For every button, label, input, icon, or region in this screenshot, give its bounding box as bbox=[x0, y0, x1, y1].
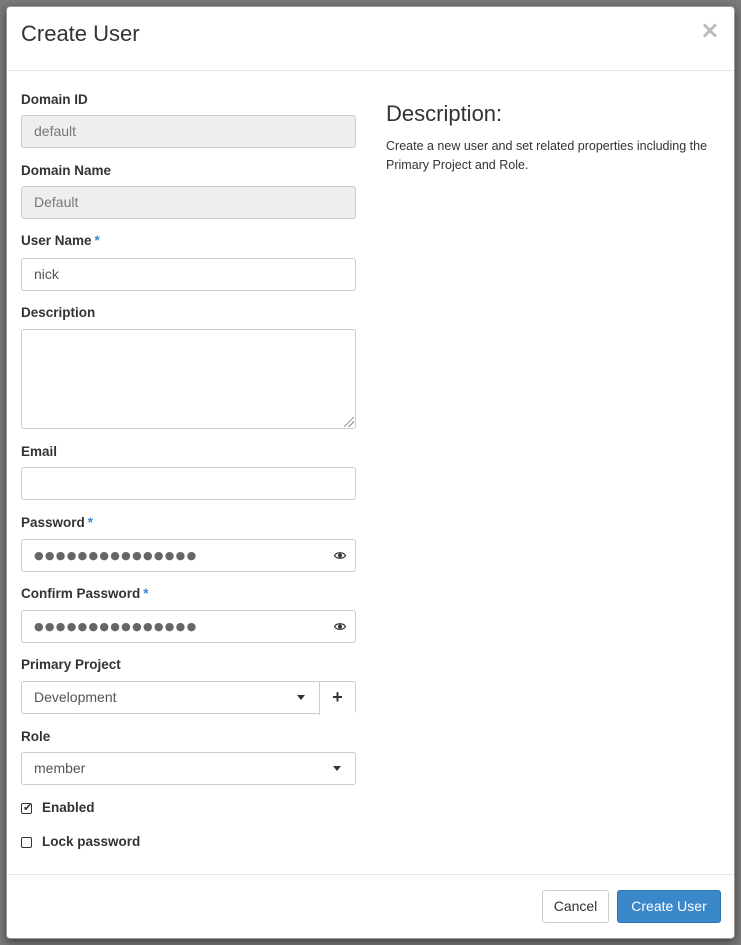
confirm-password-masked-value: ●●●●●●●●●●●●●●● bbox=[34, 620, 198, 633]
modal-header bbox=[7, 7, 734, 71]
role-value: member bbox=[34, 760, 86, 776]
enabled-label: Enabled bbox=[42, 800, 95, 815]
enabled-checkbox[interactable] bbox=[21, 803, 32, 814]
password-masked-value: ●●●●●●●●●●●●●●● bbox=[34, 549, 198, 562]
modal-footer bbox=[7, 874, 734, 938]
cancel-button[interactable]: Cancel bbox=[542, 890, 609, 923]
domain-id-field bbox=[21, 115, 356, 148]
domain-name-label-text: Domain Name bbox=[21, 163, 112, 178]
description-label bbox=[21, 305, 95, 321]
email-label-text: Email bbox=[21, 444, 58, 459]
confirm-password-label-text: Confirm Password bbox=[21, 586, 141, 601]
primary-project-value: Development bbox=[34, 689, 117, 705]
close-icon[interactable]: × bbox=[699, 16, 720, 44]
primary-project-label bbox=[21, 657, 121, 673]
description-panel bbox=[386, 101, 726, 175]
role-label bbox=[21, 729, 50, 745]
required-marker: * bbox=[94, 233, 100, 248]
description-heading: Description: bbox=[386, 101, 503, 126]
lock-password-checkbox[interactable] bbox=[21, 837, 32, 848]
eye-icon[interactable] bbox=[334, 622, 346, 631]
domain-name-value: Default bbox=[34, 194, 79, 210]
required-marker: * bbox=[87, 515, 94, 530]
confirm-password-input[interactable] bbox=[21, 610, 356, 643]
user-name-label bbox=[21, 233, 100, 249]
domain-name-label bbox=[21, 163, 111, 179]
create-user-button[interactable]: Create User bbox=[617, 890, 721, 923]
user-name-value: nick bbox=[34, 266, 59, 282]
lock-password-label: Lock password bbox=[42, 834, 141, 849]
email-label bbox=[21, 444, 57, 460]
role-label-text: Role bbox=[21, 729, 51, 744]
password-label-text: Password bbox=[21, 515, 85, 530]
description-text: Create a new user and set related properties including the Primary Project and Role. bbox=[386, 139, 708, 172]
user-name-label-text: User Name bbox=[21, 233, 92, 248]
domain-id-label-text: Domain ID bbox=[21, 92, 88, 107]
resize-handle-icon[interactable] bbox=[344, 417, 354, 427]
description-textarea[interactable] bbox=[21, 329, 356, 429]
confirm-password-label bbox=[21, 586, 149, 602]
create-user-dialog bbox=[6, 6, 735, 939]
domain-name-field bbox=[21, 186, 356, 219]
check-icon: ✔ bbox=[23, 801, 33, 814]
chevron-down-icon bbox=[333, 766, 341, 771]
password-input[interactable] bbox=[21, 539, 356, 572]
add-project-button[interactable]: + bbox=[319, 682, 355, 715]
domain-id-label bbox=[21, 92, 88, 108]
email-input[interactable] bbox=[21, 467, 356, 500]
required-marker: * bbox=[143, 586, 149, 601]
modal-title: Create User bbox=[21, 21, 140, 46]
eye-icon[interactable] bbox=[334, 551, 346, 560]
description-label-text: Description bbox=[21, 305, 96, 320]
chevron-down-icon bbox=[297, 695, 305, 700]
password-label bbox=[21, 515, 93, 531]
primary-project-select[interactable] bbox=[21, 681, 356, 714]
domain-id-value: default bbox=[34, 123, 77, 139]
user-name-input[interactable] bbox=[21, 258, 356, 291]
role-select[interactable] bbox=[21, 752, 356, 785]
primary-project-label-text: Primary Project bbox=[21, 657, 121, 672]
